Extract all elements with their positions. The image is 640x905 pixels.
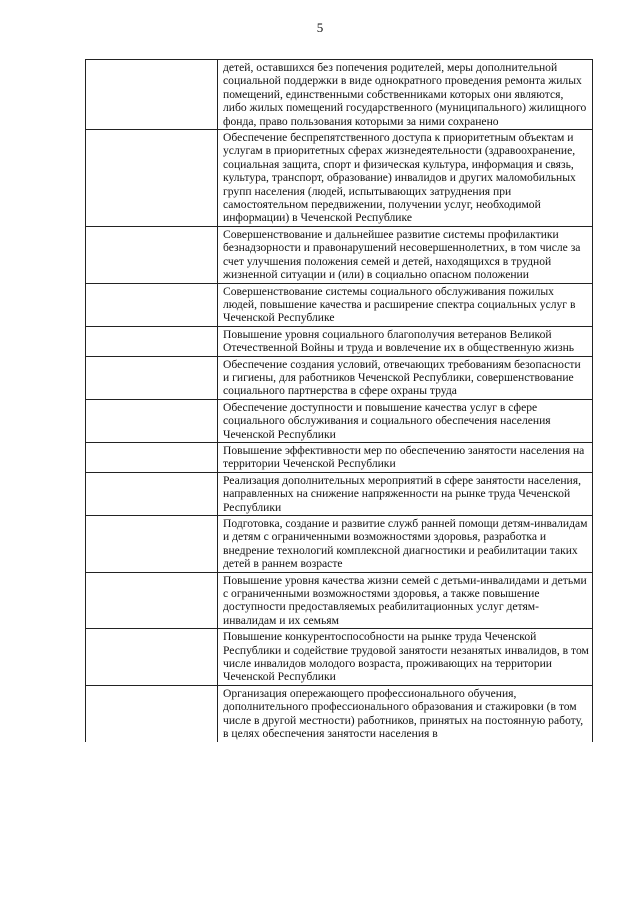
table-cell-empty (86, 516, 218, 573)
table-cell-empty (86, 629, 218, 686)
row-text: Реализация дополнительных мероприятий в сфере занятости населения, направленных на снижение напряженности на рынке труда Чеченской Республики (223, 473, 581, 514)
table-cell-text (218, 326, 593, 356)
table-row (86, 283, 593, 326)
row-text: Совершенствование системы социального обслуживания пожилых людей, повышение качества и расширение спектра социальных услуг в Чеченской Республике (223, 284, 576, 325)
table-cell-empty (86, 685, 218, 741)
row-text: Обеспечение создания условий, отвечающих требованиям безопасности и гигиены, для работников Чеченской Республики, совершенствование социального партнерства в сфере охраны труда (223, 357, 581, 398)
row-text: Подготовка, создание и развитие служб ранней помощи детям-инвалидам и детям с ограниченными возможностями здоровья, разработка и внедрение технологий комплексной диагностики и реабилитации таких детей в раннем возрасте (223, 517, 588, 571)
table-row (86, 572, 593, 629)
row-text: Обеспечение беспрепятственного доступа к приоритетным объектам и услугам в приоритетных сферах жизнедеятельности (здравоохранение, социальная защита, спорт и физическая культура, информация и связь, культура, транспорт, образование) инвалидов и других маломобильных групп населения (людей, испытывающих затруднения при самостоятельном передвижении, получении услуг, необходимой информации) в Чеченской Республике (223, 131, 576, 225)
table-row (86, 226, 593, 283)
row-text: Повышение конкурентоспособности на рынке труда Чеченской Республики и содействие трудовой занятости незанятых инвалидов, в том числе инвалидов молодого возраста, проживающих на территории Чеченской Республики (223, 630, 589, 684)
row-text: Совершенствование и дальнейшее развитие системы профилактики безнадзорности и правонарушений несовершеннолетних, в том числе за счет улучшения положения семей и детей, находящихся в трудной жизненной ситуации и (или) в социально опасном положении (223, 227, 581, 282)
row-text: детей, оставшихся без попечения родителей, меры дополнительной социальной поддержки в виде однократного проведения ремонта жилых помещений, единственными собственниками которых они являются, либо жилых помещений государственного (муниципального) жилищного фонда, право пользования которыми за ними сохранено (223, 61, 587, 128)
table-cell-empty (86, 130, 218, 227)
table-cell-empty (86, 572, 218, 629)
page-number: 5 (316, 20, 324, 35)
table-cell-empty (86, 226, 218, 283)
table-cell-text (218, 226, 593, 283)
table-cell-text (218, 442, 593, 472)
table-row (86, 60, 593, 130)
row-text: Обеспечение доступности и повышение качества услуг в сфере социального обслуживания и социального обеспечения населения Чеченской Республики (223, 400, 551, 441)
table-row (86, 472, 593, 515)
table-cell-text (218, 399, 593, 442)
table-cell-empty (86, 283, 218, 326)
table-cell-text (218, 572, 593, 629)
table-cell-empty (86, 442, 218, 472)
row-text: Организация опережающего профессионального обучения, дополнительного профессионального образования и стажировки (в том числе в другой местности) работников, принятых на постоянную работу, в целях обеспечения занятости населения в (223, 686, 584, 741)
table-row (86, 130, 593, 227)
table-cell-text (218, 516, 593, 573)
table-row (86, 399, 593, 442)
row-text: Повышение уровня качества жизни семей с детьми-инвалидами и детьми с ограниченными возможностями здоровья, а также повышение доступности предоставляемых реабилитационных услуг детям-инвалидам и их семьям (223, 573, 587, 627)
table-cell-empty (86, 399, 218, 442)
table-cell-text (218, 685, 593, 741)
table-cell-text (218, 356, 593, 399)
table-cell-text (218, 472, 593, 515)
table-row (86, 685, 593, 741)
table-cell-empty (86, 356, 218, 399)
goals-table (85, 59, 593, 742)
table-cell-empty (86, 326, 218, 356)
table-cell-text (218, 283, 593, 326)
row-text: Повышение эффективности мер по обеспечению занятости населения на территории Чеченской Республики (223, 443, 585, 471)
table-row (86, 356, 593, 399)
table-row (86, 629, 593, 686)
table-cell-text (218, 130, 593, 227)
table-cell-empty (86, 60, 218, 130)
table-row (86, 326, 593, 356)
table-cell-text (218, 629, 593, 686)
row-text: Повышение уровня социального благополучия ветеранов Великой Отечественной Войны и труда и вовлечение их в общественную жизнь (223, 327, 575, 355)
table-row (86, 442, 593, 472)
table-row (86, 516, 593, 573)
table-cell-text (218, 60, 593, 130)
table-cell-empty (86, 472, 218, 515)
